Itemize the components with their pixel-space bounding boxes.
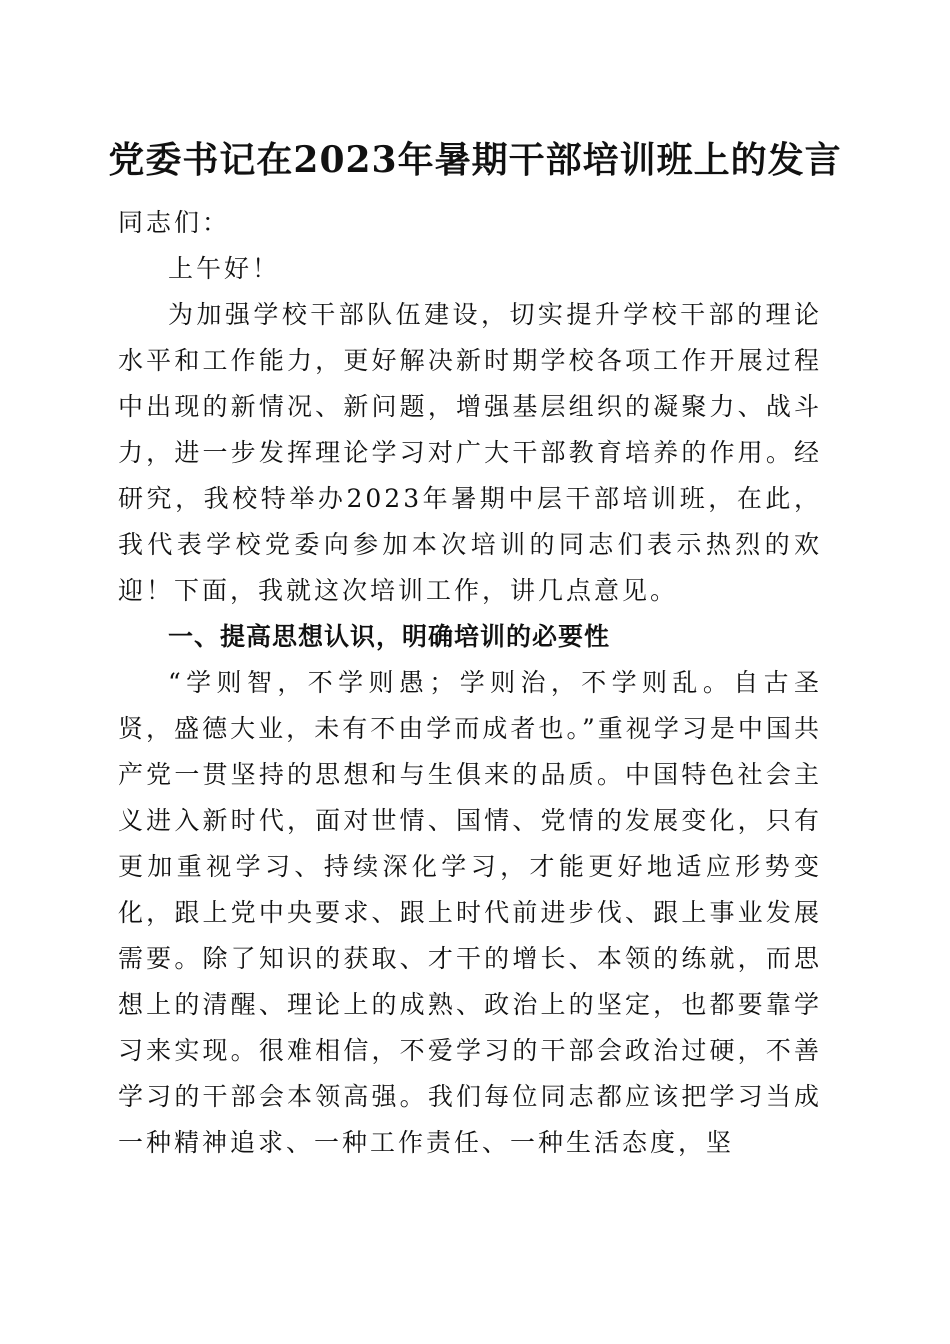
section-paragraph: “学则智，不学则愚；学则治，不学则乱。自古圣贤，盛德大业，未有不由学而成者也。”重视学习是中国共产党一贯坚持的思想和与生俱来的品质。中国特色社会主义进入新时代，面对世情、国情、党情的发展变化，只有更加重视学习、持续深化学习，才能更好地适应形势变化，跟上党中央要求、跟上时代前进步伐、跟上事业发展需要。除了知识的获取、才干的增长、本领的练就，而思想上的清醒、理论上的成熟、政治上的坚定，也都要靠学习来实现。很难相信，不爱学习的干部会政治过硬，不善学习的干部会本领高强。我们每位同志都应该把学习当成一种精神追求、一种工作责任、一种生活态度，坚 — [118, 668, 822, 1157]
document-title: 党委书记在2023年暑期干部培训班上的发言 — [108, 139, 842, 181]
greeting: 上午好！ — [168, 254, 281, 283]
document-body — [118, 200, 822, 1166]
salutation: 同志们： — [118, 208, 231, 237]
section-heading: 一、提高思想认识，明确培训的必要性 — [168, 622, 611, 651]
opening-paragraph: 为加强学校干部队伍建设，切实提升学校干部的理论水平和工作能力，更好解决新时期学校各项工作开展过程中出现的新情况、新问题，增强基层组织的凝聚力、战斗力，进一步发挥理论学习对广大干部教育培养的作用。经研究，我校特举办2023年暑期中层干部培训班，在此，我代表学校党委向参加本次培训的同志们表示热烈的欢迎！下面，我就这次培训工作，讲几点意见。 — [118, 300, 822, 605]
